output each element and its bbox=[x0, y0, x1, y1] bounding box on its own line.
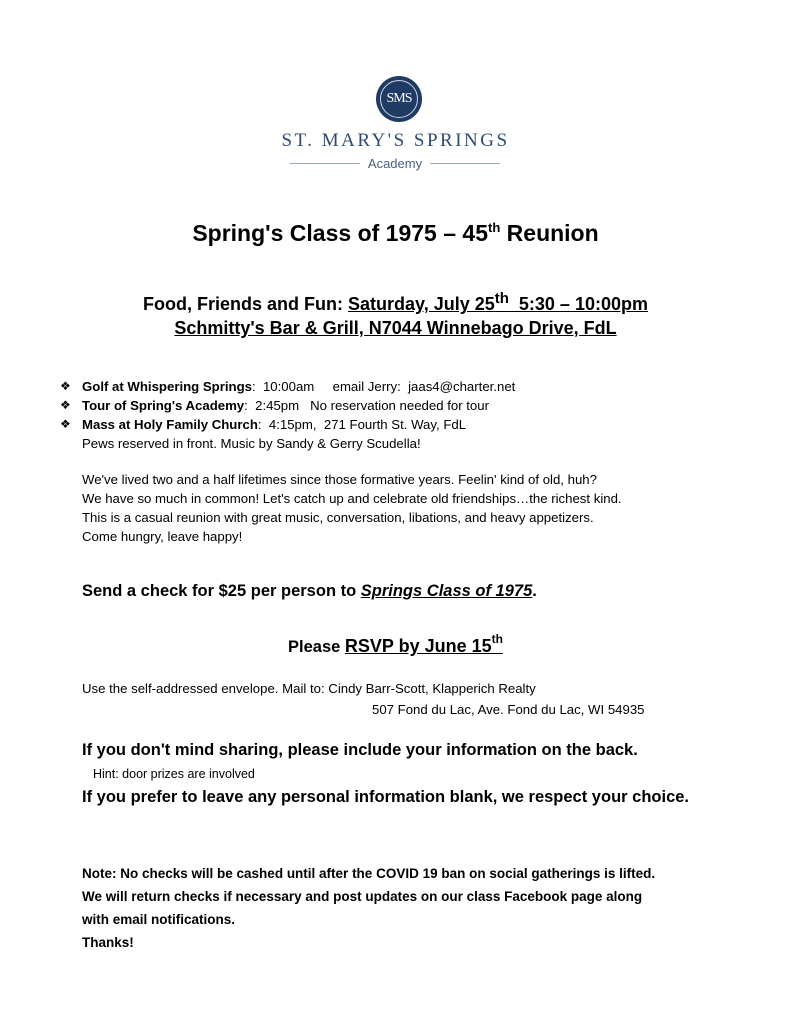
divider bbox=[430, 163, 500, 164]
mail-instruction: Use the self-addressed envelope. Mail to: Cindy Barr-Scott, Klapperich Realty bbox=[82, 681, 536, 696]
divider bbox=[290, 163, 360, 164]
diamond-bullet-icon: ❖ bbox=[60, 398, 71, 412]
event-venue: Schmitty's Bar & Grill, N7044 Winnebago Drive, FdL bbox=[174, 318, 617, 338]
activity-list bbox=[60, 377, 515, 453]
list-item: ❖ Mass at Holy Family Church: 4:15pm, 271 Fourth St. Way, FdL bbox=[60, 417, 467, 432]
school-logo-seal bbox=[376, 76, 422, 122]
event-date-line: Food, Friends and Fun: Saturday, July 25th 5:30 – 10:00pm bbox=[143, 290, 648, 314]
list-item: ❖ Golf at Whispering Springs: 10:00am email Jerry: jaas4@charter.net bbox=[60, 379, 516, 394]
page-title: Spring's Class of 1975 – 45th Reunion bbox=[192, 220, 599, 246]
privacy-note: If you prefer to leave any personal information blank, we respect your choice. bbox=[82, 788, 690, 806]
bullet-note: Pews reserved in front. Music by Sandy & Gerry Scudella! bbox=[82, 436, 421, 451]
logo-monogram: SMS bbox=[386, 91, 412, 106]
list-item: ❖ Tour of Spring's Academy: 2:45pm No reservation needed for tour bbox=[60, 398, 489, 413]
diamond-bullet-icon: ❖ bbox=[60, 379, 71, 393]
school-subtitle: Academy bbox=[367, 156, 423, 171]
payment-instruction: Send a check for $25 per person to Springs Class of 1975. bbox=[82, 582, 537, 600]
diamond-bullet-icon: ❖ bbox=[60, 417, 71, 431]
hint-text: Hint: door prizes are involved bbox=[93, 767, 255, 781]
event-date: Saturday, July 25th 5:30 – 10:00pm bbox=[348, 290, 648, 314]
school-name: ST. MARY'S SPRINGS bbox=[281, 130, 510, 151]
sharing-request: If you don't mind sharing, please include your information on the back. bbox=[82, 741, 638, 759]
rsvp-line: Please RSVP by June 15th bbox=[288, 632, 503, 656]
mail-address: 507 Fond du Lac, Ave. Fond du Lac, WI 54935 bbox=[372, 702, 645, 717]
covid-note: Note: No checks will be cashed until after the COVID 19 ban on social gatherings is lifted. We will return checks if necessary and post updates on our class Facebook page along with email notifications. Thanks! bbox=[82, 866, 656, 950]
school-subtitle-row bbox=[290, 156, 500, 171]
intro-paragraph: We've lived two and a half lifetimes since those formative years. Feelin' kind of old, huh? We have so much in common! Let's catch up and celebrate old friendships…the richest kind. This is a casual reunion with great music, conversation, libations, and heavy appetizers. Come hungry, leave happy! bbox=[82, 472, 622, 544]
